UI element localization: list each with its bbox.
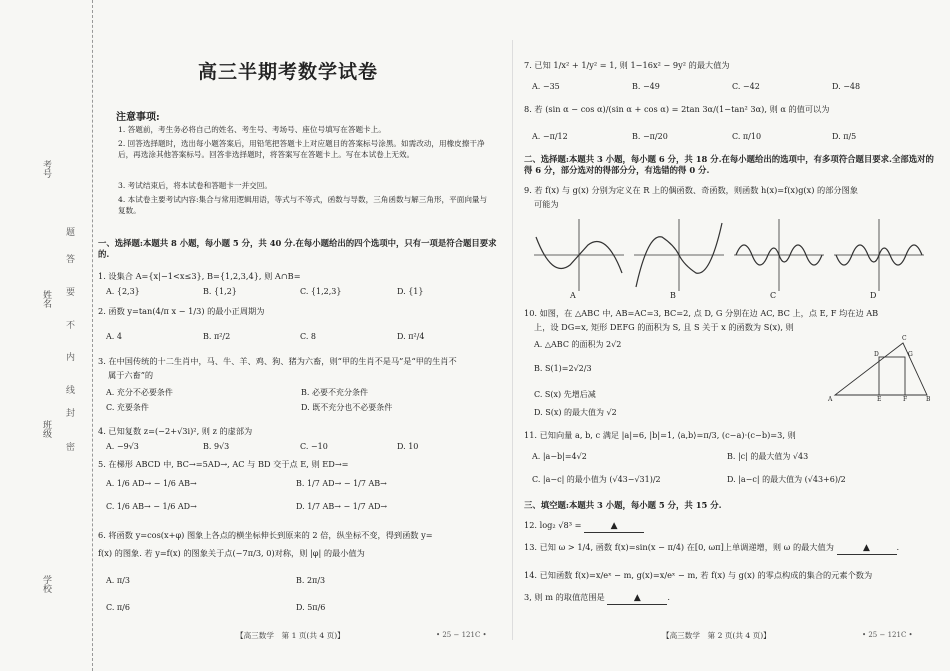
option: D. 1/7 AB→ − 1/7 AD→ — [296, 501, 388, 511]
question-4: 4. 已知复数 z=(−2+√3i)², 则 z 的虚部为 — [98, 426, 253, 436]
section-1-heading: 一、选择题:本题共 8 小题，每小题 5 分，共 40 分.在每小题给出的四个选项中，只有一项是符合题目要求的. — [98, 238, 497, 260]
exam-code: • 25 − 121C • — [436, 631, 487, 639]
option: C. {1,2,3} — [300, 287, 342, 296]
option: B. 必要不充分条件 — [301, 388, 368, 397]
question-2: 2. 函数 y=tan(4/π x − 1/3) 的最小正周期为 — [98, 306, 265, 316]
option: A. −9√3 — [106, 442, 139, 451]
question-7: 7. 已知 1/x² + 1/y² = 1, 则 1−16x² − 9y² 的最大值为 — [524, 60, 730, 70]
graph-a — [534, 219, 624, 291]
option: C. |a−c| 的最小值为 (√43−√31)/2 — [532, 474, 661, 484]
question-6-cont: f(x) 的图象. 若 y=f(x) 的图象关于点(−7π/3, 0)对称，则 |φ| 的最小值为 — [98, 548, 365, 558]
option: B. −49 — [632, 82, 660, 91]
question-3-cont: 属于六畜”的 — [108, 370, 154, 380]
note-item: 1. 答题前，考生务必将自己的姓名、考生号、考场号、座位号填写在答题卡上。 — [118, 125, 386, 134]
seal-char: 答 — [66, 255, 76, 265]
option: A. −35 — [532, 82, 560, 91]
option: B. π²/2 — [203, 332, 231, 341]
answer-blank[interactable] — [607, 592, 667, 605]
note-item: 3. 考试结束后，将本试卷和答题卡一并交回。 — [118, 181, 272, 190]
option: D. 10 — [397, 442, 419, 451]
option: B. 9√3 — [203, 442, 230, 451]
option: A. 4 — [106, 332, 122, 341]
triangle-vertex-label: G — [908, 351, 913, 358]
question-1: 1. 设集合 A={x|−1<x≤3}, B={1,2,3,4}, 则 A∩B= — [98, 271, 301, 281]
question-9-cont: 可能为 — [534, 199, 559, 209]
option: C. π/6 — [106, 602, 130, 612]
question-12 — [524, 520, 929, 533]
section-3-heading: 三、填空题:本题共 3 小题，每小题 5 分，共 15 分. — [524, 500, 722, 510]
section-2-heading: 二、选择题:本题共 3 小题，每小题 6 分，共 18 分.在每小题给出的选项中，有多项符合题目要求.全部选对的得 6 分，部分选对的得部分分，有选错的得 0 分. — [524, 154, 934, 176]
blank-triangle-mark: ▲ — [633, 593, 641, 603]
option: C. π/10 — [732, 132, 762, 141]
question-14: 14. 已知函数 f(x)=x/eˣ − m, g(x)=x/eˣ − m, 若 f(x) 与 g(x) 的零点构成的集合的元素个数为 — [524, 570, 873, 580]
blank-triangle-mark: ▲ — [863, 543, 870, 553]
page-1 — [96, 0, 506, 671]
notes-heading: 注意事项: — [116, 112, 160, 123]
option: A. 充分不必要条件 — [106, 388, 173, 397]
option: D. 5π/6 — [296, 602, 326, 612]
triangle-vertex-label: F — [903, 396, 908, 403]
seal-char: 内 — [66, 353, 76, 363]
seal-char: 不 — [66, 321, 76, 331]
seal-char: 封 — [66, 409, 76, 419]
graph-label-b: B — [670, 291, 676, 300]
option: D. S(x) 的最大值为 √2 — [534, 408, 617, 417]
question-5: 5. 在梯形 ABCD 中, BC→=5AD→, AC 与 BD 交于点 E, 则 ED→= — [98, 459, 349, 469]
option: A. 1/6 AD→ − 1/6 AB→ — [106, 479, 197, 488]
page-2 — [522, 0, 942, 671]
option: D. π²/4 — [397, 332, 425, 341]
page-divider — [512, 40, 513, 640]
page-footer: 【高三数学 第 2 页(共 4 页)】 — [662, 631, 771, 640]
question-6: 6. 将函数 y=cos(x+φ) 图象上各点的横坐标伸长到原来的 2 倍，纵坐标不变，得到函数 y= — [98, 530, 433, 540]
question-12-text: 12. log₂ √8³ = — [524, 520, 582, 530]
option: D. π/5 — [832, 132, 857, 141]
question-9: 9. 若 f(x) 与 g(x) 分别为定义在 R 上的偶函数、奇函数，则函数 h(x)=f(x)g(x) 的部分图象 — [524, 185, 858, 195]
q10-triangle-figure — [827, 335, 937, 405]
question-14-cont: 3, 则 m 的取值范围是 ▲ . — [524, 592, 929, 605]
question-13-text: 13. 已知 ω > 1/4, 函数 f(x)=sin(x − π/4) 在[0, ωπ]上单调递增，则 ω 的最大值为 — [524, 542, 834, 552]
question-10: 10. 如图，在 △ABC 中, AB=AC=3, BC=2, 点 D, G 分别在边 AC, BC 上，点 E, F 均在边 AB — [524, 308, 879, 318]
page-footer: 【高三数学 第 1 页(共 4 页)】 — [236, 631, 345, 640]
note-item: 4. 本试卷主要考试内容:集合与常用逻辑用语，等式与不等式，函数与导数，三角函数与解三角形，平面向量与复数。 — [118, 195, 488, 215]
seal-char: 线 — [66, 386, 76, 396]
exam-title: 高三半期考数学试卷 — [198, 61, 379, 83]
graph-label-a: A — [570, 291, 576, 300]
triangle-vertex-label: D — [874, 351, 879, 358]
question-8: 8. 若 (sin α − cos α)/(sin α + cos α) = 2tan 3α/(1−tan² 3α), 则 α 的值可以为 — [524, 104, 830, 114]
option: D. −48 — [832, 82, 861, 91]
option: D. {1} — [397, 287, 424, 296]
note-item: 2. 回答选择题时，选出每小题答案后，用铅笔把答题卡上对应题目的答案标号涂黑。如需改动，用橡皮擦干净后，再选涂其他答案标号。回答非选择题时，将答案写在答题卡上。写在本试卷上无效。 — [118, 139, 485, 159]
graph-label-c: C — [770, 291, 777, 300]
option: D. |a−c| 的最大值为 (√43+6)/2 — [727, 474, 846, 484]
option: A. −π/12 — [532, 132, 568, 141]
option: C. 8 — [300, 332, 317, 341]
option: C. S(x) 先增后减 — [534, 390, 596, 399]
option: B. S(1)=2√2/3 — [534, 364, 592, 373]
option: B. {1,2} — [203, 287, 237, 296]
triangle-vertex-label: B — [926, 396, 931, 403]
graph-label-d: D — [870, 291, 877, 300]
school-label: 学校 — [41, 575, 51, 593]
blank-triangle-mark: ▲ — [610, 521, 618, 531]
option: B. 2π/3 — [296, 576, 326, 585]
graph-d — [834, 219, 924, 291]
class-label: 班级 — [41, 420, 51, 438]
question-3: 3. 在中国传统的十二生肖中，马、牛、羊、鸡、狗、猪为六畜，则“甲的生肖不是马”是“甲的生肖不 — [98, 356, 457, 366]
option: A. △ABC 的面积为 2√2 — [534, 340, 622, 349]
option: A. |a−b|=4√2 — [532, 452, 587, 461]
triangle-vertex-label: E — [877, 396, 882, 403]
question-14-text: 3, 则 m 的取值范围是 — [524, 592, 605, 602]
answer-blank[interactable] — [584, 520, 644, 533]
option: B. −π/20 — [632, 132, 668, 141]
option: A. π/3 — [106, 576, 130, 585]
option: C. 充要条件 — [106, 402, 149, 412]
option: C. −42 — [732, 82, 760, 91]
option: C. 1/6 AB→ − 1/6 AD→ — [106, 501, 197, 511]
seal-char: 要 — [66, 288, 76, 298]
exam-code: • 25 − 121C • — [862, 631, 913, 639]
option: C. −10 — [300, 442, 328, 451]
option: D. 既不充分也不必要条件 — [301, 402, 393, 412]
option: A. {2,3} — [106, 287, 140, 296]
seal-char: 密 — [66, 443, 76, 453]
question-10-cont: 上，设 DG=x, 矩形 DEFG 的面积为 S, 且 S 关于 x 的函数为 S(x), 则 — [534, 322, 794, 332]
graph-c — [734, 219, 824, 291]
option: B. 1/7 AD→ − 1/7 AB→ — [296, 479, 387, 488]
answer-blank[interactable] — [837, 542, 897, 555]
seal-char: 题 — [66, 228, 76, 238]
exam-no-label: 考号 — [41, 160, 51, 178]
graph-b — [634, 219, 724, 291]
q9-graphs — [530, 215, 940, 297]
name-label: 姓名 — [41, 290, 51, 308]
triangle-vertex-label: C — [902, 335, 907, 342]
binding-margin — [0, 0, 93, 671]
question-13: 13. 已知 ω > 1/4, 函数 f(x)=sin(x − π/4) 在[0, ωπ]上单调递增，则 ω 的最大值为 ▲ . — [524, 542, 929, 555]
triangle-vertex-label: A — [828, 396, 833, 403]
question-11: 11. 已知向量 a, b, c 满足 |a|=6, |b|=1, ⟨a,b⟩=π/3, (c−a)·(c−b)=3, 则 — [524, 430, 796, 440]
option: B. |c| 的最大值为 √43 — [727, 452, 809, 461]
